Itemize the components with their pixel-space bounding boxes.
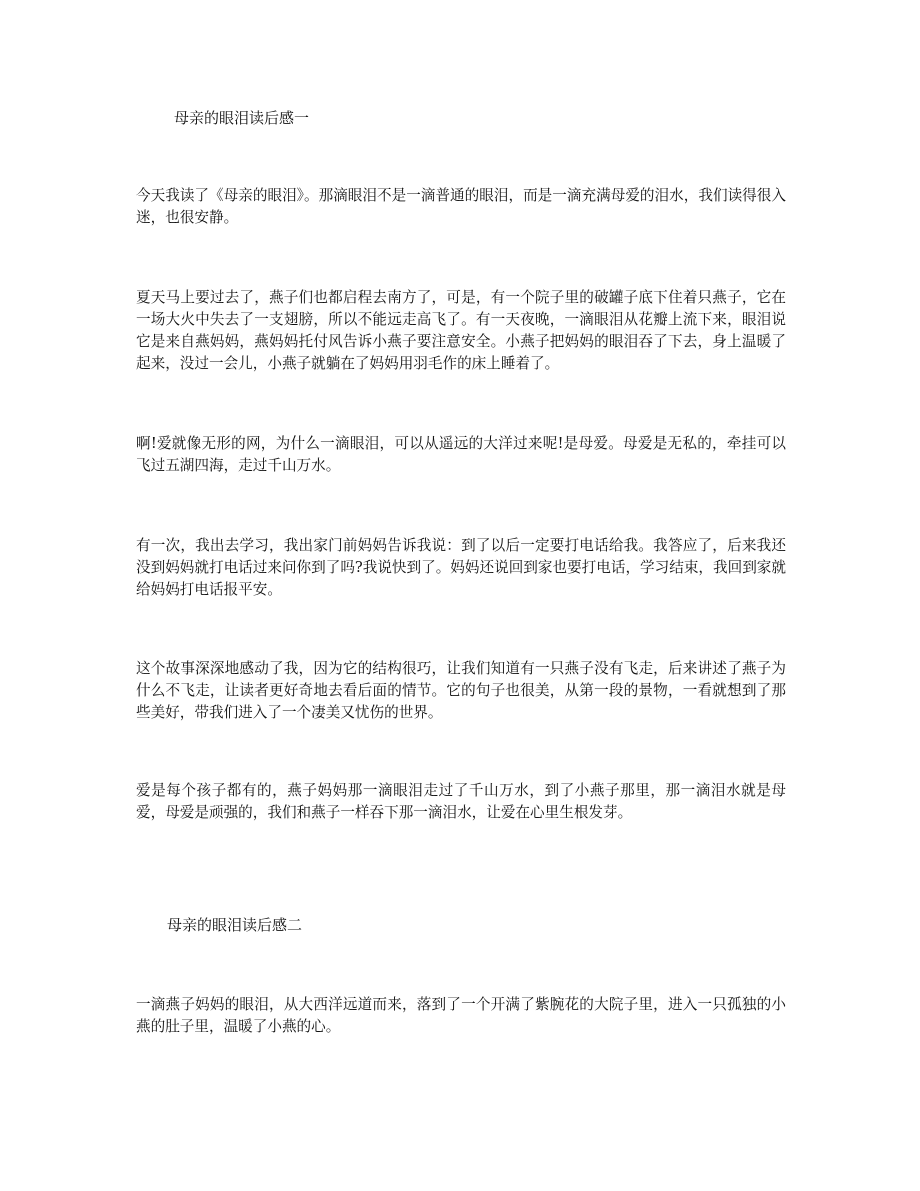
- essay-1-paragraph-3: 啊!爱就像无形的网，为什么一滴眼泪，可以从遥远的大洋过来呢!是母爱。母爱是无私的，牵挂可以飞过五湖四海，走过千山万水。: [136, 435, 786, 474]
- essay-1-paragraph-5: 这个故事深深地感动了我，因为它的结构很巧，让我们知道有一只燕子没有飞走，后来讲述了燕子为什么不飞走，让读者更好奇地去看后面的情节。它的句子也很美，从第一段的景物，一看就想到了那些美好，带我们进入了一个凄美又忧伤的世界。: [136, 660, 786, 721]
- essay-2-paragraph-1: 一滴燕子妈妈的眼泪，从大西洋远道而来，落到了一个开满了紫腕花的大院子里，进入一只孤独的小燕的肚子里，温暖了小燕的心。: [136, 996, 786, 1035]
- essay-1-paragraph-6: 爱是每个孩子都有的，燕子妈妈那一滴眼泪走过了千山万水，到了小燕子那里，那一滴泪水就是母爱，母爱是顽强的，我们和燕子一样吞下那一滴泪水，让爱在心里生根发芽。: [136, 782, 786, 821]
- essay-2-title: 母亲的眼泪读后感二: [167, 916, 303, 934]
- essay-1-paragraph-4: 有一次，我出去学习，我出家门前妈妈告诉我说：到了以后一定要打电话给我。我答应了，后来我还没到妈妈就打电话过来问你到了吗?我说快到了。妈妈还说回到家也要打电话，学习结束，我回到家就给妈妈打电话报平安。: [136, 537, 786, 598]
- essay-1-title: 母亲的眼泪读后感一: [174, 109, 310, 127]
- essay-1-paragraph-1: 今天我读了《母亲的眼泪》。那滴眼泪不是一滴普通的眼泪，而是一滴充满母爱的泪水，我们读得很入迷，也很安静。: [136, 187, 786, 226]
- essay-1-paragraph-2: 夏天马上要过去了，燕子们也都启程去南方了，可是，有一个院子里的破罐子底下住着只燕子，它在一场大火中失去了一支翅膀，所以不能远走高飞了。有一天夜晚，一滴眼泪从花瓣上流下来，眼泪说它是来自燕妈妈，燕妈妈托付风告诉小燕子要注意安全。小燕子把妈妈的眼泪吞了下去，身上温暖了起来，没过一会儿，小燕子就躺在了妈妈用羽毛作的床上睡着了。: [136, 289, 786, 372]
